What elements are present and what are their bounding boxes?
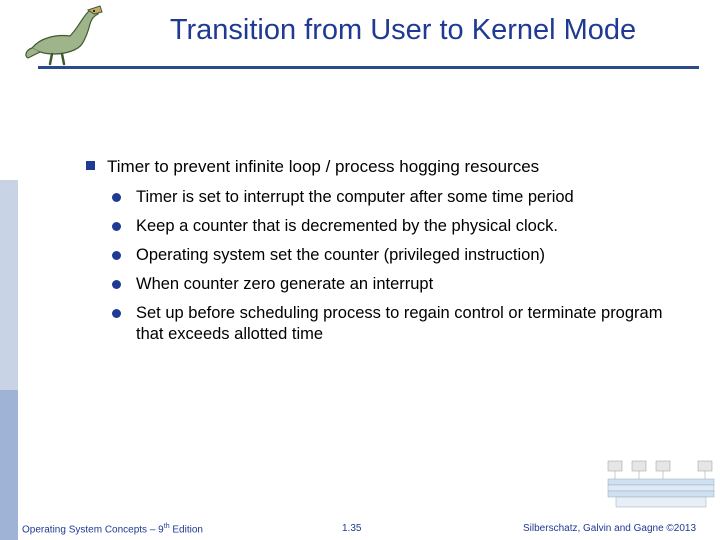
footer-page-number: 1.35 [342, 523, 362, 534]
round-bullet-icon [112, 251, 121, 260]
sub-bullet-text: Keep a counter that is decremented by the physical clock. [136, 217, 558, 235]
list-item [112, 274, 672, 295]
round-bullet-icon [112, 309, 121, 318]
round-bullet-icon [112, 222, 121, 231]
sub-bullet-text: Operating system set the counter (privileged instruction) [136, 246, 546, 264]
list-item [112, 187, 672, 208]
main-bullet [86, 157, 539, 177]
sub-bullet-text: When counter zero generate an interrupt [136, 275, 434, 293]
list-item [112, 245, 672, 266]
sub-bullet-text: Timer is set to interrupt the computer after some time period [136, 188, 574, 206]
sub-bullet-text: Set up before scheduling process to regain control or terminate program that exceeds allotted time [136, 304, 663, 343]
slide-title: Transition from User to Kernel Mode [169, 14, 637, 46]
square-bullet-icon [86, 161, 95, 170]
footer-book-title: Operating System Concepts – 9th Edition [22, 523, 203, 536]
round-bullet-icon [112, 193, 121, 202]
footer-copyright: Silberschatz, Galvin and Gagne ©2013 [523, 523, 697, 534]
main-bullet-text: Timer to prevent infinite loop / process hogging resources [107, 157, 540, 176]
list-item [112, 303, 672, 345]
list-item [112, 216, 672, 237]
sub-bullet-list [112, 187, 672, 353]
round-bullet-icon [112, 280, 121, 289]
diagram-thumbnail-icon [606, 457, 716, 512]
